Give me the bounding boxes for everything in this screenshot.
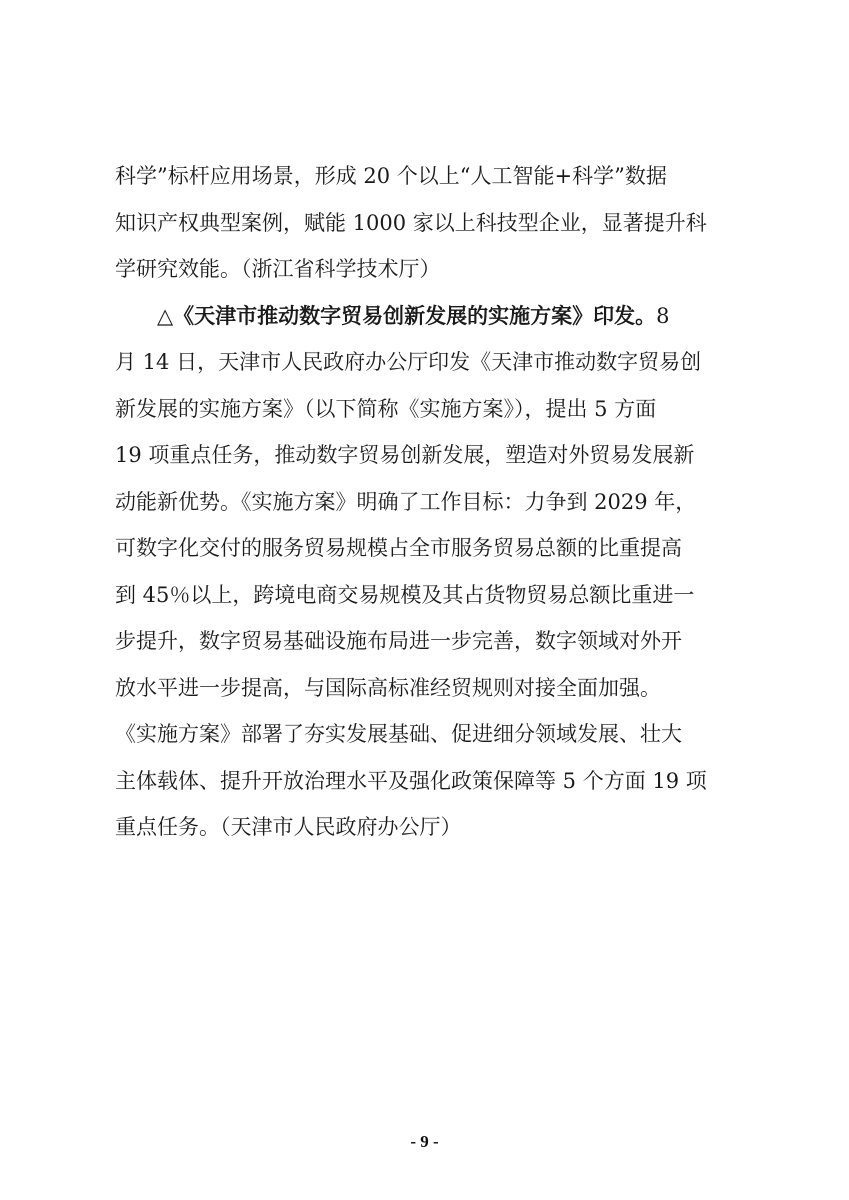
triangle-bullet-icon: △ <box>157 303 174 328</box>
body-text <box>115 153 745 851</box>
paragraph-line: 学研究效能。（浙江省科学技术厅） <box>115 257 441 281</box>
paragraph-line: 重点任务。（天津市人民政府办公厅） <box>115 815 462 839</box>
paragraph-line: 19 项重点任务，推动数字贸易创新发展，塑造对外贸易发展新 <box>115 443 695 467</box>
paragraph-line: 动能新优势。《实施方案》明确了工作目标：力争到 2029 年， <box>115 489 697 514</box>
paragraph-heading-line <box>115 293 745 340</box>
paragraph-line-continuation: 8 <box>656 303 670 328</box>
paragraph-line: 科学”标杆应用场景，形成 20 个以上“人工智能+科学”数据 <box>115 164 667 188</box>
paragraph-line: 《实施方案》部署了夯实发展基础、促进细分领域发展、壮大 <box>115 722 682 746</box>
paragraph-line: 可数字化交付的服务贸易规模占全市服务贸易总额的比重提高 <box>115 536 682 560</box>
page-number: - 9 - <box>410 1132 439 1151</box>
paragraph-line: 主体载体、提升开放治理水平及强化政策保障等 5 个方面 19 项 <box>115 768 707 793</box>
paragraph-line: 步提升，数字贸易基础设施布局进一步完善，数字领域对外开 <box>115 629 682 653</box>
paragraph-line: 知识产权典型案例，赋能 1000 家以上科技型企业，显著提升科 <box>115 210 707 235</box>
paragraph-line: 新发展的实施方案》（以下简称《实施方案》），提出 5 方面 <box>115 396 657 421</box>
paragraph-line: 到 45％以上，跨境电商交易规模及其占货物贸易总额比重进一 <box>115 582 695 607</box>
paragraph-line: 放水平进一步提高，与国际高标准经贸规则对接全面加强。 <box>115 675 661 700</box>
paragraph-title: 《天津市推动数字贸易创新发展的实施方案》印发。 <box>173 302 657 328</box>
paragraph-line: 月 14 日，天津市人民政府办公厅印发《天津市推动数字贸易创 <box>115 350 702 374</box>
